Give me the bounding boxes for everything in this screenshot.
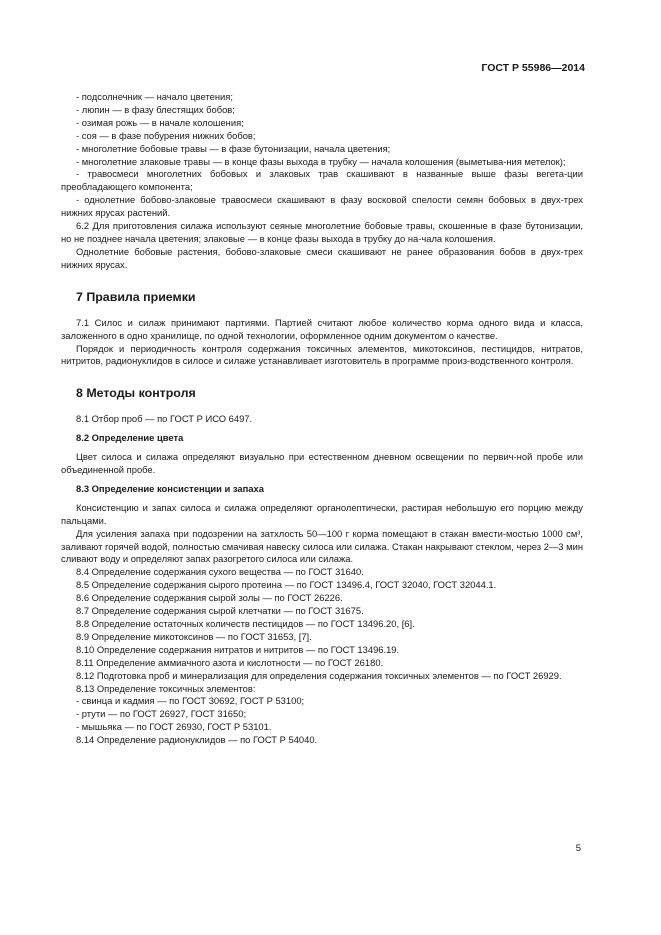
paragraph: 8.7 Определение содержания сырой клетчатки — по ГОСТ 31675. [76, 605, 364, 617]
list-item: - соя — в фазе побурения нижних бобов; [76, 129, 256, 141]
list-item: - однолетние бобово-злаковые травосмеси скашивают в фазу восковой спелости семян бобовых в двух-трех нижних ярусах растений. [61, 194, 583, 219]
list-item: - подсолнечник — начало цветения; [76, 91, 233, 102]
paragraph: 8.1 Отбор проб — по ГОСТ Р ИСО 6497. [76, 413, 253, 425]
list-item: - мышьяка — по ГОСТ 26930, ГОСТ Р 53101. [76, 721, 272, 733]
paragraph: Цвет силоса и силажа определяют визуально при естественном дневном освещении по первич-ной пробе или объединенной пробе. [61, 451, 583, 476]
paragraph: 8.10 Определение содержания нитратов и нитритов — по ГОСТ 13496.19. [76, 643, 400, 655]
list-item: - ртути — по ГОСТ 26927, ГОСТ 31650; [76, 708, 247, 720]
list-item: - озимая рожь — в начале колошения; [76, 116, 244, 128]
paragraph: 8.6 Определение содержания сырой золы — по ГОСТ 26226. [76, 592, 343, 604]
paragraph: 8.14 Определение радионуклидов — по ГОСТ Р 54040. [76, 734, 318, 746]
paragraph: 8.5 Определение содержания сырого протеина — по ГОСТ 13496.4, ГОСТ 32040, ГОСТ 32044.1. [76, 579, 497, 591]
paragraph: 8.12 Подготовка проб и минерализация для определения содержания токсичных элементов — по ГОСТ 26929. [76, 669, 562, 681]
paragraph: Однолетние бобовые растения, бобово-злаковые смеси скашивают не ранее образования бобов в двух-трех нижних ярусах. [61, 245, 583, 270]
page-number: 5 [575, 843, 581, 854]
paragraph: Консистенцию и запах силоса и силажа определяют органолептически, растирая небольшую его порцию между пальцами. [61, 501, 583, 526]
paragraph: 8.13 Определение токсичных элементов: [76, 682, 256, 694]
subsection-heading: 8.2 Определение цвета [76, 432, 184, 444]
section-heading: 7 Правила приемки [76, 289, 196, 304]
list-item: - свинца и кадмия — по ГОСТ 30692, ГОСТ Р 53100; [76, 695, 305, 707]
list-item: - травосмеси многолетних бобовых и злаковых трав скашивают в названные выше фазы вегета-ции преобладающего компонента; [61, 168, 583, 193]
paragraph: Порядок и периодичность контроля содержания токсичных элементов, микотоксинов, пестицидов, нитратов, нитритов, радионуклидов в силосе и силаже устанавливает изготовитель в программе произ-водственного контроля. [61, 342, 583, 367]
list-item: - многолетние бобовые травы — в фазе бутонизации, начала цветения; [76, 142, 391, 154]
paragraph: Для усиления запаха при подозрении на затхлость 50—100 г корма помещают в стакан вмести-мостью 1000 см³, заливают горячей водой, полностью смачивая навеску силоса или силажа. Стакан накрывают стеклом, через 2—3 мин сливают воду и определяют запах разогретого силоса или силажа. [61, 527, 583, 565]
paragraph: 6.2 Для приготовления силажа используют сеяные многолетние бобовые травы, скошенные в фазе бутонизации, но не позднее начала цветения; злаковые — в конце фазы выхода в трубку до на-чала колошения. [61, 220, 583, 244]
paragraph: 8.11 Определение аммиачного азота и кислотности — по ГОСТ 26180. [76, 656, 384, 668]
list-item: - люпин — в фазу блестящих бобов; [76, 103, 235, 115]
subsection-heading: 8.3 Определение консистенции и запаха [76, 482, 264, 494]
document-body [61, 91, 583, 747]
paragraph: 8.9 Определение микотоксинов — по ГОСТ 31653, [7]. [76, 630, 312, 642]
list-item: - многолетние злаковые травы — в конце фазы выхода в трубку — начала колошения (выметыва-ния метелок); [76, 155, 566, 167]
paragraph: 8.8 Определение остаточных количеств пестицидов — по ГОСТ 13496.20, [6]. [76, 618, 415, 629]
section-heading: 8 Методы контроля [76, 386, 196, 401]
paragraph: 7.1 Силос и силаж принимают партиями. Партией считают любое количество корма одного вида и класса, заложенного в одно хранилище, по одной технологии, оформленное одним документом о качестве. [61, 316, 583, 341]
document-code: ГОСТ Р 55986—2014 [481, 62, 585, 74]
paragraph: 8.4 Определение содержания сухого вещества — по ГОСТ 31640. [76, 566, 364, 578]
